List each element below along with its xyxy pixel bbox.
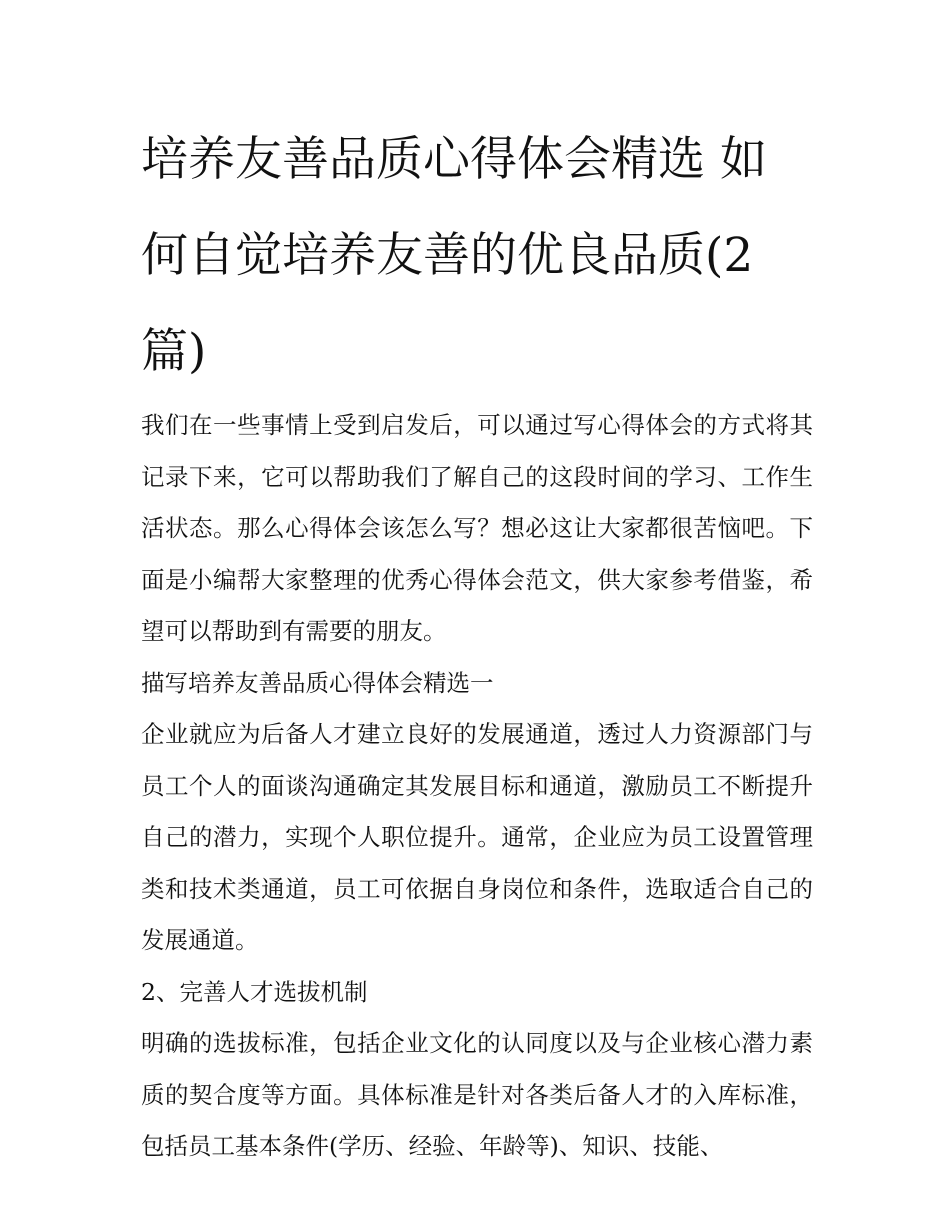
- section-paragraph-1: 企业就应为后备人才建立良好的发展通道，透过人力资源部门与员工个人的面谈沟通确定其发展目标和通道，激励员工不断提升自己的潜力，实现个人职位提升。通常，企业应为员工设置管理类和技术类通道，员工可依据自身岗位和条件，选取适合自己的发展通道。: [141, 720, 813, 954]
- section-heading-2: 2、完善人才选拔机制: [141, 977, 368, 1006]
- section-paragraph-2: 明确的选拔标准，包括企业文化的认同度以及与企业核心潜力素质的契合度等方面。具体标准是针对各类后备人才的入库标准，包括员工基本条件(学历、经验、年龄等)、知识、技能、: [141, 1029, 813, 1160]
- section-heading-1: 描写培养友善品质心得体会精选一: [141, 668, 494, 697]
- document-title: 培养友善品质心得体会精选 如何自觉培养友善的优良品质(2篇): [141, 132, 767, 379]
- document-page: [141, 112, 813, 1173]
- intro-paragraph: 我们在一些事情上受到启发后，可以通过写心得体会的方式将其记录下来，它可以帮助我们了解自己的这段时间的学习、工作生活状态。那么心得体会该怎么写？想必这让大家都很苦恼吧。下面是小编帮大家整理的优秀心得体会范文，供大家参考借鉴，希望可以帮助到有需要的朋友。: [141, 411, 813, 645]
